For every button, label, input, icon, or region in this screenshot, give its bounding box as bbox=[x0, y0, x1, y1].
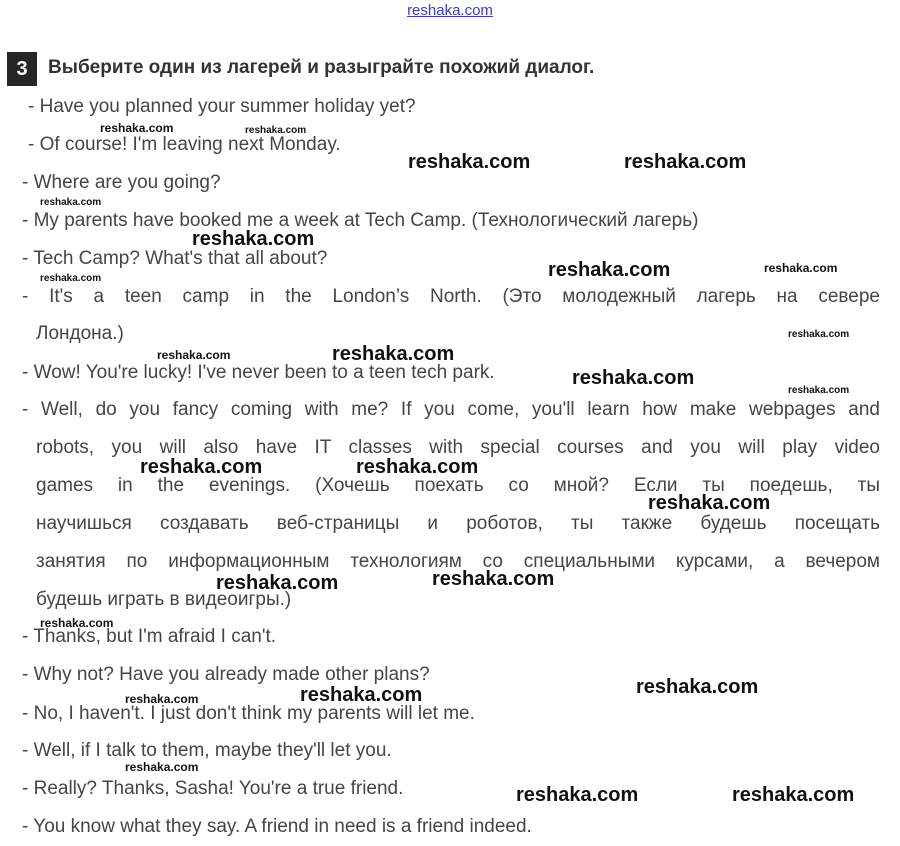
dialog-line: games in the evenings. (Хочешь поехать со мной? Если ты поедешь, ты bbox=[36, 475, 880, 496]
dialog-line: Лондона.) bbox=[36, 323, 124, 344]
dialog-line: - Of course! I'm leaving next Monday. bbox=[28, 134, 341, 155]
watermark: reshaka.com bbox=[245, 125, 307, 136]
watermark: reshaka.com bbox=[332, 343, 455, 365]
watermark: reshaka.com bbox=[216, 572, 339, 594]
watermark: reshaka.com bbox=[300, 684, 423, 706]
dialog-line: - Wow! You're lucky! I've never been to a teen tech park. bbox=[22, 362, 495, 383]
dialog-line: - Thanks, but I'm afraid I can't. bbox=[22, 626, 277, 647]
watermark: reshaka.com bbox=[432, 568, 555, 590]
watermark: reshaka.com bbox=[788, 385, 850, 396]
watermark: reshaka.com bbox=[40, 616, 114, 630]
task-title: Выберите один из лагерей и разыграйте похожий диалог. bbox=[48, 57, 595, 78]
dialog-line: - Tech Camp? What's that all about? bbox=[22, 248, 328, 269]
watermark: reshaka.com bbox=[636, 676, 759, 698]
dialog-line: будешь играть в видеоигры.) bbox=[36, 589, 292, 610]
watermark: reshaka.com bbox=[356, 456, 479, 478]
watermark: reshaka.com bbox=[100, 121, 174, 135]
dialog-line: - It's a teen camp in the London’s North. (Это молодежный лагерь на севере bbox=[22, 286, 880, 307]
dialog-line: - You know what they say. A friend in need is a friend indeed. bbox=[22, 816, 532, 837]
dialog-line: - My parents have booked me a week at Tech Camp. (Технологический лагерь) bbox=[22, 210, 699, 231]
dialog-line: - Where are you going? bbox=[22, 172, 221, 193]
watermark: reshaka.com bbox=[408, 151, 531, 173]
watermark: reshaka.com bbox=[648, 492, 771, 514]
task-number-badge: 3 bbox=[7, 52, 37, 86]
watermark: reshaka.com bbox=[572, 367, 695, 389]
watermark: reshaka.com bbox=[40, 273, 102, 284]
watermark: reshaka.com bbox=[125, 760, 199, 774]
dialog-line: научишься создавать веб-страницы и роботов, ты также будешь посещать bbox=[36, 513, 880, 534]
watermark: reshaka.com bbox=[192, 228, 315, 250]
dialog-line: - No, I haven't. I just don't think my parents will let me. bbox=[22, 703, 475, 724]
watermark: reshaka.com bbox=[624, 151, 747, 173]
dialog-line: - Have you planned your summer holiday yet? bbox=[28, 96, 416, 117]
dialog-line: - Why not? Have you already made other plans? bbox=[22, 664, 430, 685]
dialog-line: - Really? Thanks, Sasha! You're a true friend. bbox=[22, 778, 404, 799]
watermark: reshaka.com bbox=[40, 197, 102, 208]
dialog-line: - Well, do you fancy coming with me? If you come, you'll learn how make webpages and bbox=[22, 399, 880, 420]
watermark: reshaka.com bbox=[764, 261, 838, 275]
dialog-line: robots, you will also have IT classes with special courses and you will play video bbox=[36, 437, 880, 458]
watermark: reshaka.com bbox=[548, 259, 671, 281]
dialog-line: занятия по информационным технологиям со специальными курсами, а вечером bbox=[36, 551, 880, 572]
site-link[interactable]: reshaka.com bbox=[407, 2, 493, 19]
watermark: reshaka.com bbox=[125, 692, 199, 706]
watermark: reshaka.com bbox=[140, 456, 263, 478]
watermark: reshaka.com bbox=[732, 784, 855, 806]
watermark: reshaka.com bbox=[516, 784, 639, 806]
watermark: reshaka.com bbox=[788, 329, 850, 340]
dialog-line: - Well, if I talk to them, maybe they'll let you. bbox=[22, 740, 392, 761]
watermark: reshaka.com bbox=[157, 348, 231, 362]
